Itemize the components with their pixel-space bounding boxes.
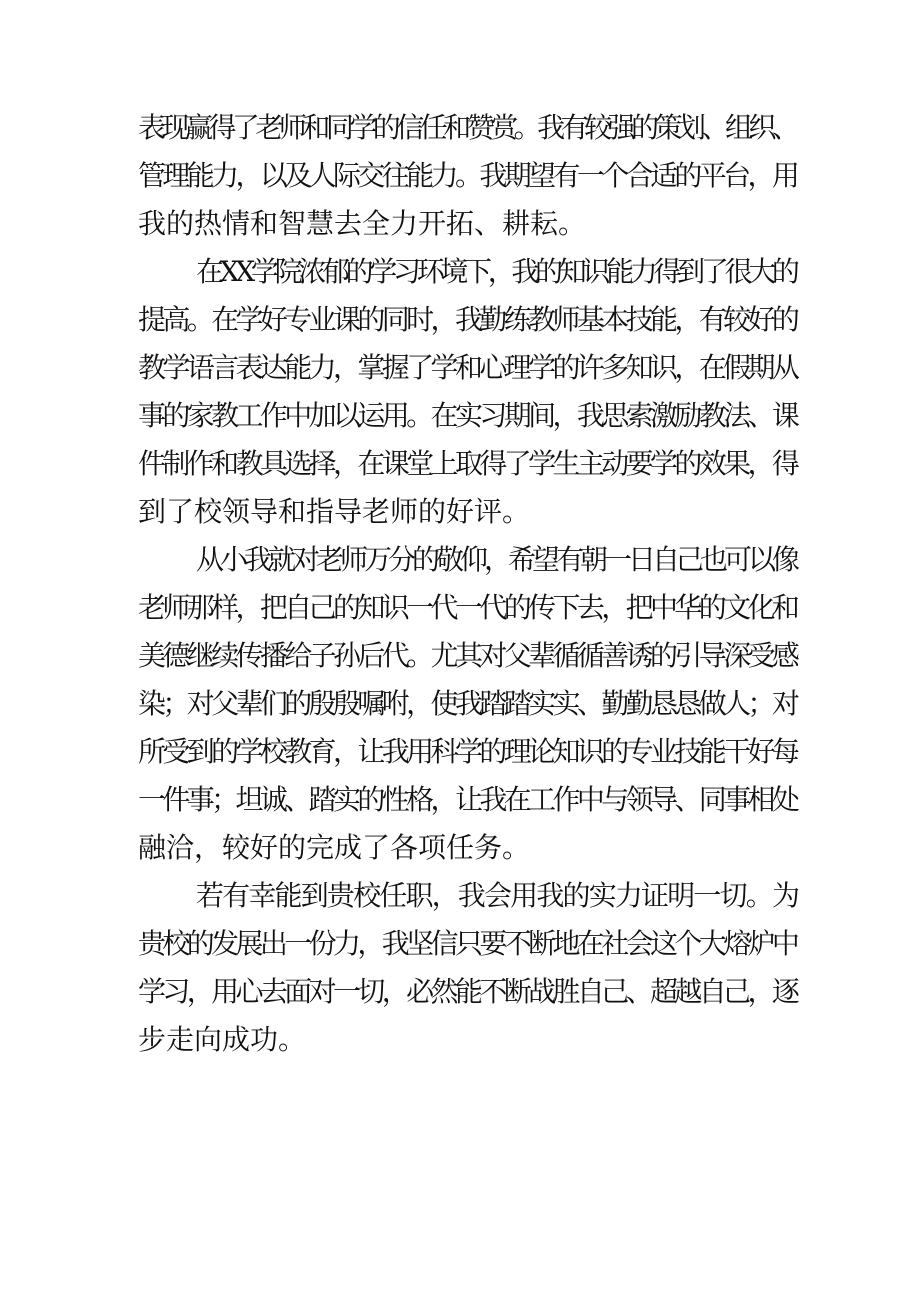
paragraph-2-line-4: 事的家教工作中加以运用。在实习期间，我思索激励教法、课 [138,399,797,432]
paragraph-3-line-1: 从小我就对老师万分的敬仰，希望有朝一日自己也可以像 [196,543,797,576]
paragraph-2-line-5: 件制作和教具选择，在课堂上取得了学生主动要学的效果，得 [138,447,797,480]
paragraph-3-line-5: 所受到的学校教育，让我用科学的理论知识的专业技能干好每 [138,735,797,768]
paragraph-2-line-6: 到了校领导和指导老师的好评。 [138,495,531,528]
paragraph-3-line-4: 染；对父辈们的殷殷嘱咐，使我踏踏实实、勤勤恳恳做人；对 [138,687,797,720]
paragraph-2-line-1: 在XX学院浓郁的学习环境下，我的知识能力得到了很大的 [196,255,796,288]
paragraph-3-line-6: 一件事；坦诚、踏实的性格，让我在工作中与领导、同事相处 [138,783,797,816]
paragraph-4-line-2: 贵校的发展出一份力，我坚信只要不断地在社会这个大熔炉中 [138,927,797,960]
paragraph-3-line-2: 老师那样，把自己的知识一代一代的传下去，把中华的文化和 [138,591,797,624]
paragraph-4-line-3: 学习，用心去面对一切，必然能不断战胜自己、超越自己，逐 [138,975,797,1008]
paragraph-1-line-2: 管理能力，以及人际交往能力。我期望有一个合适的平台，用 [138,159,797,192]
paragraph-1-line-3: 我的热情和智慧去全力开拓、耕耘。 [138,207,587,240]
paragraph-2-line-2: 提高。在学好专业课的同时，我勤练教师基本技能，有较好的 [138,303,797,336]
paragraph-3-line-7: 融洽，较好的完成了各项任务。 [138,831,531,864]
paragraph-2-line-3: 教学语言表达能力，掌握了学和心理学的许多知识，在假期从 [138,351,797,384]
paragraph-1-line-1: 表现赢得了老师和同学的信任和赞赏。我有较强的策划、组织、 [138,111,796,144]
paragraph-3-line-3: 美德继续传播给子孙后代。尤其对父辈循循善诱的引导深受感 [138,639,797,672]
paragraph-4-line-1: 若有幸能到贵校任职，我会用我的实力证明一切。为 [196,879,799,912]
paragraph-4-line-4: 步走向成功。 [138,1023,307,1056]
